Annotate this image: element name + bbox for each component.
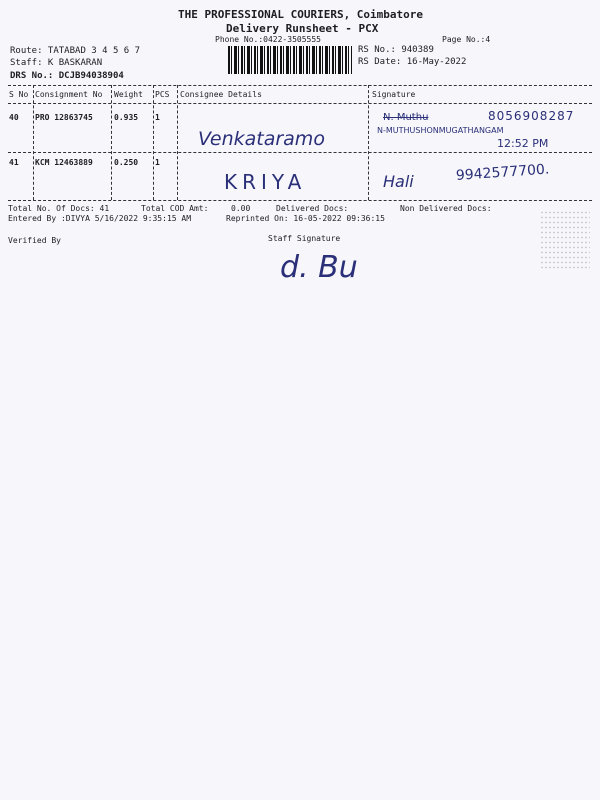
column-header-consignment: Consignment No [35,90,103,99]
staff-signature-handwriting: d. Bu [280,250,358,285]
verified-by-label: Verified By [8,236,61,245]
row-weight: 0.935 [114,113,139,122]
handwritten-signature: Hali [383,172,414,191]
handwritten-time: 12:52 PM [497,137,549,150]
non-delivered-docs: Non Delivered Docs: [400,204,492,213]
handwritten-phone: 9942577700. [455,161,550,184]
table-bottom-rule [8,200,592,201]
company-name: THE PROFESSIONAL COURIERS, Coimbatore [178,8,424,21]
row-weight: 0.250 [114,158,139,167]
handwritten-phone: 8056908287 [488,109,575,123]
handwritten-consignee-name: Venkataramo [198,128,325,150]
entered-by: Entered By :DIVYA 5/16/2022 9:35:15 AM [8,214,192,223]
total-cod-label: Total COD Amt: [141,204,209,213]
row-pcs: 1 [155,113,160,122]
handwritten-receiver-name: N-MUTHUSHONMUGATHANGAM [377,126,504,135]
column-divider [111,85,112,200]
staff-name: Staff: K BASKARAN [10,58,103,68]
table-header-rule [8,103,592,104]
column-header-pcs: PCS [155,90,170,99]
column-divider [153,85,154,200]
column-divider [368,85,369,200]
row-sno: 41 [9,158,19,167]
route: Route: TATABAD 3 4 5 6 7 [10,46,141,56]
document-title: Delivery Runsheet - PCX [226,22,379,35]
phone-number: Phone No.:0422-3505555 [215,35,321,44]
column-divider [33,85,34,200]
column-header-sno: S No [9,90,29,99]
barcode [228,46,352,74]
staff-signature-label: Staff Signature [268,234,341,243]
row-consignment-number: KCM 12463889 [35,158,93,167]
column-header-signature: Signature [372,90,416,99]
reprinted-on: Reprinted On: 16-05-2022 09:36:15 [226,214,385,223]
total-cod-value: 0.00 [231,204,251,213]
row-consignment-number: PRO 12863745 [35,113,93,122]
column-header-consignee: Consignee Details [180,90,262,99]
scan-noise [540,210,590,270]
page-number: Page No.:4 [442,35,491,44]
column-header-weight: Weight [114,90,143,99]
handwritten-consignee-name: KRIYA [224,170,307,194]
row-separator [8,152,592,153]
column-divider [177,85,178,200]
rs-date: RS Date: 16-May-2022 [358,57,467,67]
handwritten-signature: N. Muthu [383,112,429,123]
total-docs: Total No. Of Docs: 41 [8,204,110,213]
rs-number: RS No.: 940389 [358,45,434,55]
delivered-docs: Delivered Docs: [276,204,349,213]
drs-number: DRS No.: DCJB94038904 [10,71,124,81]
row-sno: 40 [9,113,19,122]
row-pcs: 1 [155,158,160,167]
table-top-rule [8,85,592,86]
